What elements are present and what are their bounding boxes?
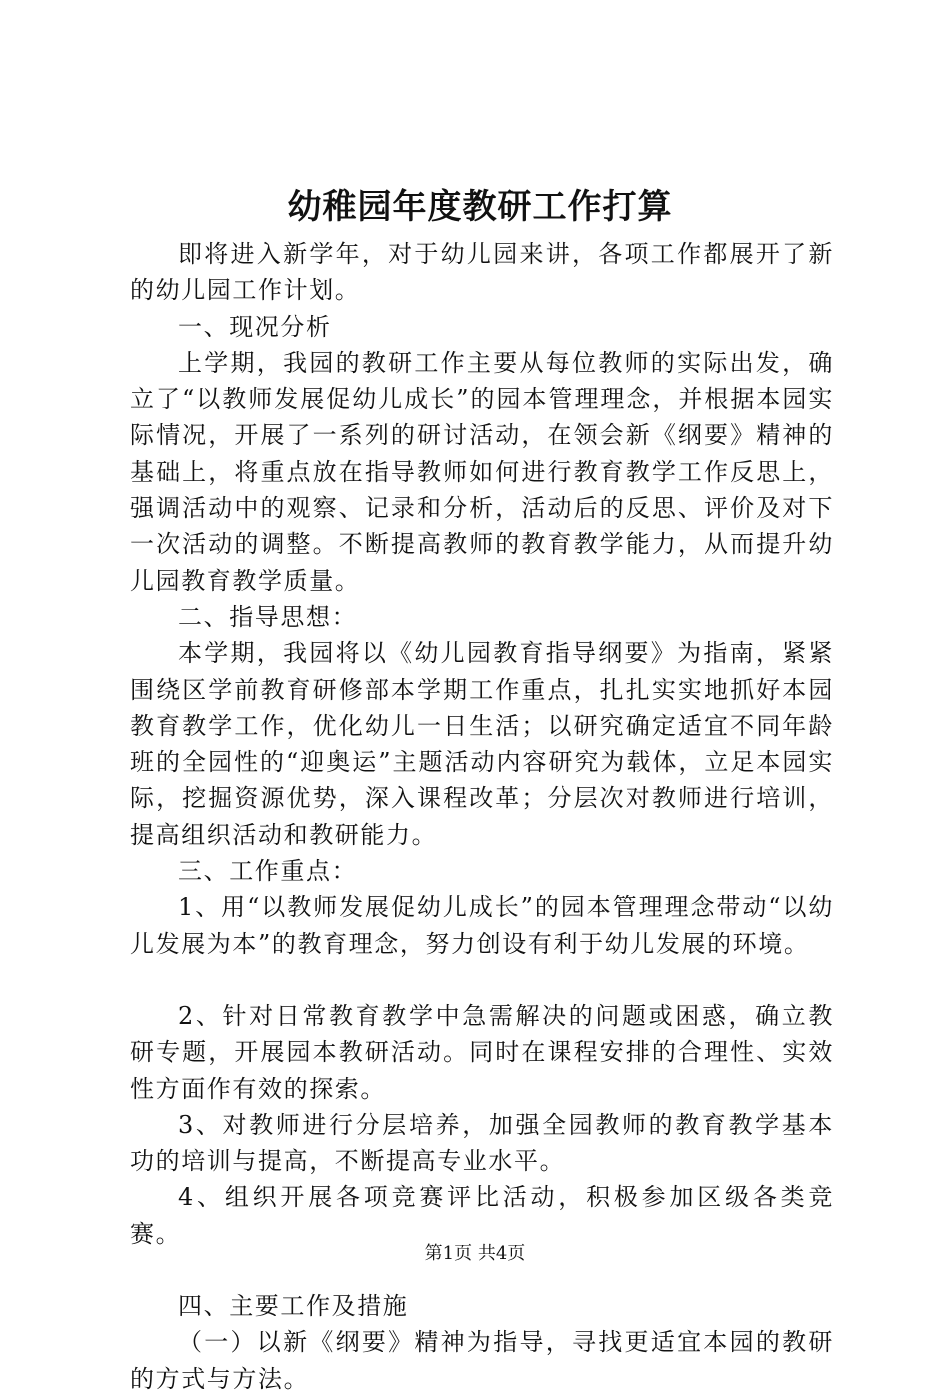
page-number-footer: 第1页 共4页 — [424, 1243, 526, 1264]
section-heading-work-focus: 三、工作重点： — [178, 857, 358, 886]
intro-paragraph: 即将进入新学年，对于幼儿园来讲，各项工作都展开了新的幼儿园工作计划。 — [130, 240, 834, 305]
guiding-idea-paragraph: 本学期，我园将以《幼儿园教育指导纲要》为指南，紧紧围绕区学前教育研修部本学期工作重点，扎扎实实地抓好本园教育教学工作，优化幼儿一日生活；以研究确定适宜不同年龄班的全园性的“迎奥运”主题活动内容研究为载体，立足本园实际，挖掘资源优势，深入课程改革；分层次对教师进行培训，提高组织活动和教研能力。 — [130, 639, 834, 849]
document-title: 幼稚园年度教研工作打算 — [287, 187, 673, 227]
section-heading-status: 一、现况分析 — [178, 312, 332, 341]
work-focus-item-2: 2、针对日常教育教学中急需解决的问题或困惑，确立教研专题，开展园本教研活动。同时在课程安排的合理性、实效性方面作有效的探索。 — [130, 1001, 834, 1103]
main-work-item-1: （一）以新《纲要》精神为指导，寻找更适宜本园的教研的方式与方法。 — [130, 1328, 834, 1393]
work-focus-item-3: 3、对教师进行分层培养，加强全园教师的教育教学基本功的培训与提高，不断提高专业水平。 — [130, 1110, 834, 1176]
section-heading-guiding-idea: 二、指导思想： — [178, 602, 358, 631]
status-paragraph: 上学期，我园的教研工作主要从每位教师的实际出发，确立了“以教师发展促幼儿成长”的园本管理理念，并根据本园实际情况，开展了一系列的研讨活动，在领会新《纲要》精神的基础上，将重点放在指导教师如何进行教育教学工作反思上，强调活动中的观察、记录和分析，活动后的反思、评价及对下一次活动的调整。不断提高教师的教育教学能力，从而提升幼儿园教育教学质量。 — [130, 348, 834, 595]
section-heading-main-work: 四、主要工作及措施 — [178, 1292, 409, 1321]
document-body — [130, 236, 834, 1397]
work-focus-item-1: 1、用“以教师发展促幼儿成长”的园本管理理念带动“以幼儿发展为本”的教育理念，努力创设有利于幼儿发展的环境。 — [130, 893, 834, 958]
work-focus-item-4: 4、组织开展各项竞赛评比活动，积极参加区级各类竞赛。 — [130, 1183, 834, 1248]
